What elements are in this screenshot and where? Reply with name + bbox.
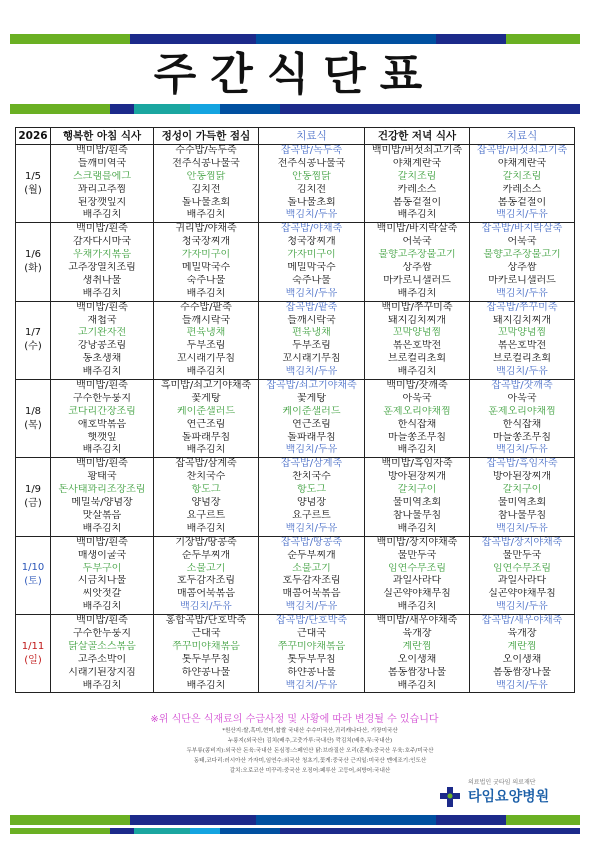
- menu-item: 우채가지볶음: [73, 249, 131, 261]
- menu-item: 강낭콩조림: [77, 340, 127, 352]
- day-cell: [16, 536, 51, 614]
- therapy-lunch-menu-cell: [259, 380, 365, 458]
- menu-item: 배추김치: [397, 444, 437, 456]
- therapy-dinner-menu-cell: [470, 145, 575, 223]
- menu-item: 순두부찌개: [181, 549, 231, 561]
- menu-item: 돼지김치찌개: [388, 314, 446, 326]
- menu-table: [15, 127, 575, 693]
- menu-item: 한식잡채: [397, 418, 437, 430]
- day-cell: [16, 301, 51, 379]
- menu-item: 어묵국: [507, 236, 537, 248]
- menu-item: 홍합곡밥/단호박죽: [165, 615, 247, 627]
- menu-item: 백미밥/새우야채죽: [376, 615, 458, 627]
- weekday-label: (금): [24, 498, 42, 510]
- menu-item: 호두감자조림: [177, 575, 235, 587]
- menu-item: 편육냉채: [186, 327, 226, 339]
- menu-item: 동초생채: [82, 353, 122, 365]
- menu-item: 마늘쫑조무침: [493, 431, 551, 443]
- menu-item: 잡곡밥/야채죽: [280, 223, 343, 235]
- menu-item: 배추김치: [186, 209, 226, 221]
- menu-item: 백김치/두유: [496, 601, 548, 613]
- menu-item: 배추김치: [82, 287, 122, 299]
- date-label: 1/5: [24, 170, 42, 182]
- menu-item: 불향고추장불고기: [378, 249, 456, 261]
- lunch-header: 정성이 가득한 점심: [154, 128, 259, 145]
- day-row: [16, 223, 575, 301]
- menu-item: 청국장찌개: [181, 236, 231, 248]
- menu-item: 요구르트: [292, 509, 331, 521]
- day-row: [16, 536, 575, 614]
- menu-item: 백미밥/바지락살죽: [376, 223, 458, 235]
- menu-item: 고기완자전: [77, 327, 127, 339]
- menu-item: 브로컬리초회: [493, 353, 551, 365]
- menu-item: 카레소스: [502, 183, 542, 195]
- therapy-lunch-menu-cell: [259, 145, 365, 223]
- dinner-menu-cell: [365, 458, 470, 536]
- menu-item: 배추김치: [82, 522, 122, 534]
- menu-item: 야채계란국: [497, 157, 547, 169]
- menu-item: 상추쌈: [507, 262, 537, 274]
- origin-line: 갈치:오로코산 미꾸리:중국산 오징어:페루산 고등어,쇠방어:국내산: [229, 768, 391, 774]
- notice-text: ※위 식단은 식재료의 수급사정 및 사황에 따라 변경될 수 있습니다: [150, 714, 439, 725]
- menu-item: 맛살볶음: [82, 509, 122, 521]
- menu-item: 백미밥/흰죽: [76, 301, 128, 313]
- menu-item: 잡곡밥/팥죽: [285, 301, 338, 313]
- menu-item: 백미밥/쭈꾸미죽: [381, 301, 453, 313]
- menu-item: 참나물무침: [497, 509, 547, 521]
- menu-item: 양념장: [297, 497, 326, 509]
- table-header-row: [16, 128, 575, 145]
- menu-item: 구수한누룽지: [73, 627, 131, 639]
- therapy-lunch-menu-cell: [259, 301, 365, 379]
- menu-item: 참나물무침: [392, 509, 442, 521]
- weekday-label: (토): [24, 576, 42, 588]
- menu-item: 배추김치: [82, 366, 122, 378]
- dinner-header: 건강한 저녁 식사: [365, 128, 470, 145]
- menu-item: 백미밥/장지야채죽: [376, 536, 458, 548]
- menu-item: 배추김치: [82, 601, 122, 613]
- menu-item: 마카로니샐러드: [383, 274, 451, 286]
- menu-item: 매콤어묵볶음: [177, 588, 235, 600]
- origin-line: 두부류(콩비지):외국산 돈육:국내산 돈심정:스페인산 닭:브라질산 오리(훈제):중국산 우육:호주/미국산: [186, 748, 434, 754]
- menu-item: 안동찜닭: [292, 170, 331, 182]
- origin-line: *원산지:쌀,흑미,현미,찹쌀 국내산 수수미국산,귀리캐나다산, 기장미국산: [222, 728, 398, 734]
- menu-item: 과일사라다: [497, 575, 547, 587]
- therapy-dinner-menu-cell: [470, 223, 575, 301]
- lunch-menu-cell: [154, 223, 259, 301]
- dinner-menu-cell: [365, 223, 470, 301]
- menu-item: 소불고기: [292, 562, 331, 574]
- menu-item: 잡곡밥/땅콩죽: [280, 536, 343, 548]
- menu-item: 귀리밥/야채죽: [175, 223, 237, 235]
- menu-item: 상추쌈: [402, 262, 432, 274]
- menu-item: 요구르트: [186, 509, 226, 521]
- mid-color-bar: [10, 104, 580, 114]
- menu-item: 훈제오리야채찜: [383, 405, 451, 417]
- menu-item: 봄동쌈장나물: [493, 666, 551, 678]
- menu-item: 찬치국수: [186, 471, 226, 483]
- menu-item: 꼬막양념찜: [497, 327, 547, 339]
- menu-item: 잡곡밥/장지야채죽: [481, 536, 563, 548]
- menu-item: 카레소스: [397, 183, 437, 195]
- menu-item: 갈치조림: [502, 170, 542, 182]
- menu-item: 찬치국수: [292, 471, 331, 483]
- day-cell: [16, 380, 51, 458]
- menu-item: 봄동겉절이: [497, 196, 547, 208]
- menu-item: 오이생채: [397, 653, 437, 665]
- menu-item: 불향고추장불고기: [483, 249, 561, 261]
- menu-item: 매콤어묵볶음: [282, 588, 341, 600]
- date-label: 1/7: [24, 327, 42, 339]
- menu-item: 임연수무조림: [388, 562, 446, 574]
- day-row: [16, 301, 575, 379]
- therapy-dinner-menu-cell: [470, 380, 575, 458]
- page-title: 주간식단표: [153, 49, 437, 100]
- menu-item: 브로컬리초회: [388, 353, 446, 365]
- breakfast-menu-cell: [51, 458, 154, 536]
- menu-item: 배추김치: [186, 679, 226, 691]
- menu-item: 들깨미역국: [77, 157, 127, 169]
- menu-item: 꼬시래기무침: [177, 353, 235, 365]
- menu-item: 백미밥/흰죽: [76, 536, 128, 548]
- menu-item: 배추김치: [82, 209, 122, 221]
- menu-item: 배추김치: [186, 287, 226, 299]
- menu-item: 돌파래무침: [287, 431, 336, 443]
- day-row: [16, 145, 575, 223]
- menu-item: 백김치/두유: [285, 601, 338, 613]
- menu-item: 백김치/두유: [496, 679, 548, 691]
- menu-item: 야채계란국: [392, 157, 442, 169]
- menu-item: 잡곡밥/새우야채죽: [481, 615, 563, 627]
- menu-item: 백김치/두유: [285, 366, 338, 378]
- top-color-bar: [10, 34, 580, 44]
- menu-item: 편육냉채: [292, 327, 331, 339]
- menu-item: 꼬막양념찜: [392, 327, 442, 339]
- menu-item: 배추김치: [397, 209, 437, 221]
- menu-item: 오이생채: [502, 653, 542, 665]
- menu-item: 실곤약야채무침: [488, 588, 556, 600]
- menu-item: 케이준샐러드: [177, 405, 235, 417]
- therapy-dinner-menu-cell: [470, 615, 575, 693]
- menu-item: 연근조림: [186, 418, 226, 430]
- weekday-label: (일): [24, 654, 42, 666]
- menu-item: 구수한누룽지: [73, 392, 131, 404]
- menu-item: 쭈꾸미야채볶음: [172, 640, 240, 652]
- menu-item: 육개장: [507, 627, 537, 639]
- weekday-label: (화): [24, 263, 42, 275]
- menu-item: 백미밥/흑임자죽: [381, 458, 453, 470]
- dinner-menu-cell: [365, 536, 470, 614]
- day-row: [16, 380, 575, 458]
- lunch-menu-cell: [154, 458, 259, 536]
- menu-item: 물미역초회: [497, 497, 547, 509]
- menu-item: 하얀콩나물: [287, 666, 336, 678]
- menu-item: 김치전: [297, 183, 326, 195]
- therapy-lunch-menu-cell: [259, 615, 365, 693]
- menu-item: 백미밥/흰죽: [76, 615, 128, 627]
- menu-item: 백미밥/흰죽: [76, 223, 128, 235]
- menu-item: 청국장찌개: [287, 236, 336, 248]
- menu-item: 마늘쫑조무침: [388, 431, 446, 443]
- menu-item: 김치전: [191, 183, 221, 195]
- menu-item: 배추김치: [186, 522, 226, 534]
- day-row: [16, 458, 575, 536]
- menu-item: 시래기된장지짐: [68, 666, 136, 678]
- menu-item: 가자미구이: [181, 249, 231, 261]
- bottom-thin-bar: [10, 828, 580, 834]
- logo-subtitle: 의료법인 굿타임 의료재단: [468, 779, 536, 786]
- day-cell: [16, 223, 51, 301]
- date-label: 1/8: [24, 405, 42, 417]
- menu-item: 스크램블에그: [73, 170, 131, 182]
- breakfast-menu-cell: [51, 301, 154, 379]
- menu-item: 햇깻잎: [87, 431, 117, 443]
- menu-item: 매생이굴국: [77, 549, 127, 561]
- menu-item: 과일사라다: [392, 575, 442, 587]
- menu-item: 돌나물초회: [181, 196, 231, 208]
- therapy-lunch-menu-cell: [259, 458, 365, 536]
- lunch-menu-cell: [154, 615, 259, 693]
- menu-item: 잡곡밥/잣깨죽: [491, 380, 553, 392]
- menu-item: 돌파래무침: [181, 431, 231, 443]
- menu-item: 케이준샐러드: [282, 405, 341, 417]
- menu-item: 황태국: [87, 471, 117, 483]
- menu-item: 돼지김치찌개: [493, 314, 551, 326]
- menu-item: 항도그: [191, 484, 221, 496]
- menu-item: 백김치/두유: [496, 366, 548, 378]
- menu-item: 잡곡밥/단호박죽: [276, 615, 347, 627]
- day-cell: [16, 458, 51, 536]
- menu-item: 백김치/두유: [285, 522, 338, 534]
- menu-item: 코다리간장조림: [68, 405, 136, 417]
- menu-item: 육개장: [402, 627, 432, 639]
- menu-item: 숙주나물: [292, 274, 331, 286]
- date-label: 1/9: [24, 484, 42, 496]
- menu-item: 실곤약야채무침: [383, 588, 451, 600]
- menu-item: 배추김치: [186, 444, 226, 456]
- bottom-color-bar: [10, 815, 580, 825]
- origin-line: 동태,코다리:러시아산 가자미,임연수:외국산 청초기,꽃게:중국산 근지일:미국산 멘에조기:인도산: [193, 758, 427, 764]
- menu-item: 수수밥/팥죽: [180, 301, 232, 313]
- menu-item: 메밀막국수: [287, 262, 336, 274]
- menu-item: 방아된장찌개: [493, 471, 551, 483]
- year-header: 2026: [16, 128, 51, 145]
- menu-item: 흑미밥/쇠고기야채죽: [160, 380, 252, 392]
- menu-item: 마카로니샐러드: [488, 274, 556, 286]
- day-cell: [16, 615, 51, 693]
- day-cell: [16, 145, 51, 223]
- therapy-dinner-menu-cell: [470, 458, 575, 536]
- menu-item: 톳두부무침: [181, 653, 231, 665]
- menu-item: 물만두국: [397, 549, 437, 561]
- menu-item: 전주식콩나물국: [277, 157, 346, 169]
- menu-item: 훈제오리야채찜: [488, 405, 556, 417]
- menu-item: 백미밥/흰죽: [76, 458, 128, 470]
- menu-item: 기장밥/땅콩죽: [175, 536, 237, 548]
- origin-line: 누룽지(외국산) 김치(배추,고춧가루:국내산) 깍김치(배추,무:국내산): [227, 738, 393, 744]
- menu-item: 돈사태꽈리조장조림: [58, 484, 146, 496]
- menu-item: 볶은호박전: [392, 340, 442, 352]
- lunch-menu-cell: [154, 380, 259, 458]
- dinner-menu-cell: [365, 380, 470, 458]
- menu-item: 잡곡밥/흑임자죽: [486, 458, 558, 470]
- menu-item: 잡곡밥/쇠고기야채죽: [266, 380, 357, 392]
- dinner-menu-cell: [365, 145, 470, 223]
- menu-item: 백김치/두유: [285, 209, 338, 221]
- menu-item: 들깨시락국: [181, 314, 231, 326]
- menu-item: 두부구이: [82, 562, 122, 574]
- menu-item: 하얀콩나물: [181, 666, 231, 678]
- menu-item: 백김치/두유: [496, 444, 548, 456]
- menu-item: 갈치조림: [397, 170, 437, 182]
- menu-item: 백김치/두유: [180, 601, 232, 613]
- menu-item: 배추김치: [186, 366, 226, 378]
- menu-item: 꽃게탕: [191, 392, 221, 404]
- therapy-lunch-menu-cell: [259, 536, 365, 614]
- menu-item: 근대국: [191, 627, 221, 639]
- menu-item: 잡곡밥/바지락살죽: [481, 223, 563, 235]
- menu-item: 잡곡밥/삼계죽: [280, 458, 343, 470]
- menu-item: 생취나물: [82, 274, 122, 286]
- menu-item: 닭살골소스볶음: [68, 640, 136, 652]
- menu-item: 백미밥/흰죽: [76, 380, 128, 392]
- menu-item: 감자다시마국: [73, 236, 131, 248]
- weekday-label: (월): [24, 184, 42, 196]
- menu-item: 백김치/두유: [496, 522, 548, 534]
- breakfast-header: 행복한 아침 식사: [51, 128, 154, 145]
- menu-item: 갈치구이: [502, 484, 542, 496]
- therapy-lunch-menu-cell: [259, 223, 365, 301]
- therapy-dinner-menu-cell: [470, 536, 575, 614]
- menu-item: 두부조림: [292, 340, 331, 352]
- menu-item: 잡곡밥/삼계죽: [175, 458, 237, 470]
- breakfast-menu-cell: [51, 536, 154, 614]
- menu-item: 봄동쌈장나물: [388, 666, 446, 678]
- menu-item: 잡곡밥/쭈꾸미죽: [486, 301, 558, 313]
- lunch-menu-cell: [154, 301, 259, 379]
- menu-item: 두부조림: [186, 340, 226, 352]
- menu-item: 호두감자조림: [282, 575, 341, 587]
- menu-item: 물미역초회: [392, 497, 442, 509]
- menu-item: 백김치/두유: [285, 679, 338, 691]
- weekday-label: (수): [24, 341, 42, 353]
- menu-item: 씨앗젓갈: [82, 588, 122, 600]
- hospital-logo: [430, 777, 580, 813]
- date-label: 1/10: [21, 562, 45, 574]
- dinner-menu-cell: [365, 301, 470, 379]
- date-label: 1/11: [21, 640, 45, 652]
- menu-item: 잡곡밥/녹두죽: [280, 145, 343, 156]
- therapy-dinner-menu-cell: [470, 301, 575, 379]
- menu-item: 순두부찌개: [287, 549, 336, 561]
- menu-item: 고추소박이: [77, 653, 127, 665]
- menu-item: 근대국: [297, 627, 326, 639]
- cross-logo-icon: [438, 785, 462, 809]
- lunch-menu-cell: [154, 145, 259, 223]
- menu-item: 물만두국: [502, 549, 542, 561]
- menu-item: 백김치/두유: [496, 209, 548, 221]
- logo-name: 타임요양병원: [468, 789, 550, 805]
- menu-item: 전주식콩나물국: [172, 157, 240, 169]
- menu-item: 아욱국: [402, 392, 432, 404]
- menu-item: 들깨시락국: [287, 314, 336, 326]
- menu-item: 고추장열치조림: [68, 262, 136, 274]
- dinner-menu-cell: [365, 615, 470, 693]
- menu-item: 양념장: [191, 497, 221, 509]
- menu-item: 계란찜: [507, 640, 537, 652]
- menu-item: 볶은호박전: [497, 340, 547, 352]
- menu-item: 배추김치: [397, 522, 437, 534]
- menu-item: 배추김치: [397, 287, 437, 299]
- menu-item: 백김치/두유: [285, 444, 338, 456]
- menu-item: 톳두부무침: [287, 653, 336, 665]
- menu-item: 배추김치: [397, 366, 437, 378]
- weekday-label: (목): [24, 419, 42, 431]
- day-row: [16, 615, 575, 693]
- therapy-lunch-header: 치료식: [259, 128, 365, 145]
- lunch-menu-cell: [154, 536, 259, 614]
- menu-item: 방아된장찌개: [388, 471, 446, 483]
- menu-item: 아욱국: [507, 392, 537, 404]
- menu-item: 봄동겉절이: [392, 196, 442, 208]
- menu-item: 백미밥/버섯쇠고기죽: [371, 145, 463, 156]
- menu-item: 재첩국: [87, 314, 117, 326]
- menu-item: 배추김치: [397, 679, 437, 691]
- menu-item: 배추김치: [82, 679, 122, 691]
- menu-item: 숙주나물: [186, 274, 226, 286]
- menu-item: 꽃게탕: [297, 392, 326, 404]
- menu-item: 한식잡채: [502, 418, 542, 430]
- menu-item: 가자미구이: [287, 249, 336, 261]
- breakfast-menu-cell: [51, 380, 154, 458]
- breakfast-menu-cell: [51, 145, 154, 223]
- menu-item: 소불고기: [186, 562, 226, 574]
- menu-item: 안동찜닭: [186, 170, 226, 182]
- breakfast-menu-cell: [51, 223, 154, 301]
- menu-item: 어묵국: [402, 236, 432, 248]
- menu-item: 쭈꾸미야채볶음: [277, 640, 346, 652]
- menu-item: 백김치/두유: [285, 287, 338, 299]
- menu-item: 시금치나물: [77, 575, 127, 587]
- therapy-dinner-header: 치료식: [470, 128, 575, 145]
- menu-item: 백미밥/잣깨죽: [386, 380, 448, 392]
- menu-item: 갈치구이: [397, 484, 437, 496]
- menu-item: 임연수무조림: [493, 562, 551, 574]
- menu-item: 돌나물초회: [287, 196, 336, 208]
- menu-item: 수수밥/녹두죽: [175, 145, 237, 156]
- date-label: 1/6: [24, 249, 42, 261]
- menu-item: 메밀막국수: [181, 262, 231, 274]
- menu-item: 항도그: [297, 484, 326, 496]
- menu-item: 백김치/두유: [496, 287, 548, 299]
- menu-item: 잡곡밥/버섯쇠고기죽: [476, 145, 568, 156]
- menu-item: 꼬시래기무침: [282, 353, 341, 365]
- menu-item: 배추김치: [82, 444, 122, 456]
- menu-item: 연근조림: [292, 418, 331, 430]
- menu-item: 메밀묵/양념장: [71, 497, 133, 509]
- menu-item: 꽈리고추찜: [77, 183, 127, 195]
- menu-item: 계란찜: [402, 640, 432, 652]
- menu-item: 애호박볶음: [77, 418, 127, 430]
- menu-item: 백미밥/흰죽: [76, 145, 128, 156]
- menu-item: 된장깻잎지: [77, 196, 127, 208]
- menu-item: 배추김치: [397, 601, 437, 613]
- breakfast-menu-cell: [51, 615, 154, 693]
